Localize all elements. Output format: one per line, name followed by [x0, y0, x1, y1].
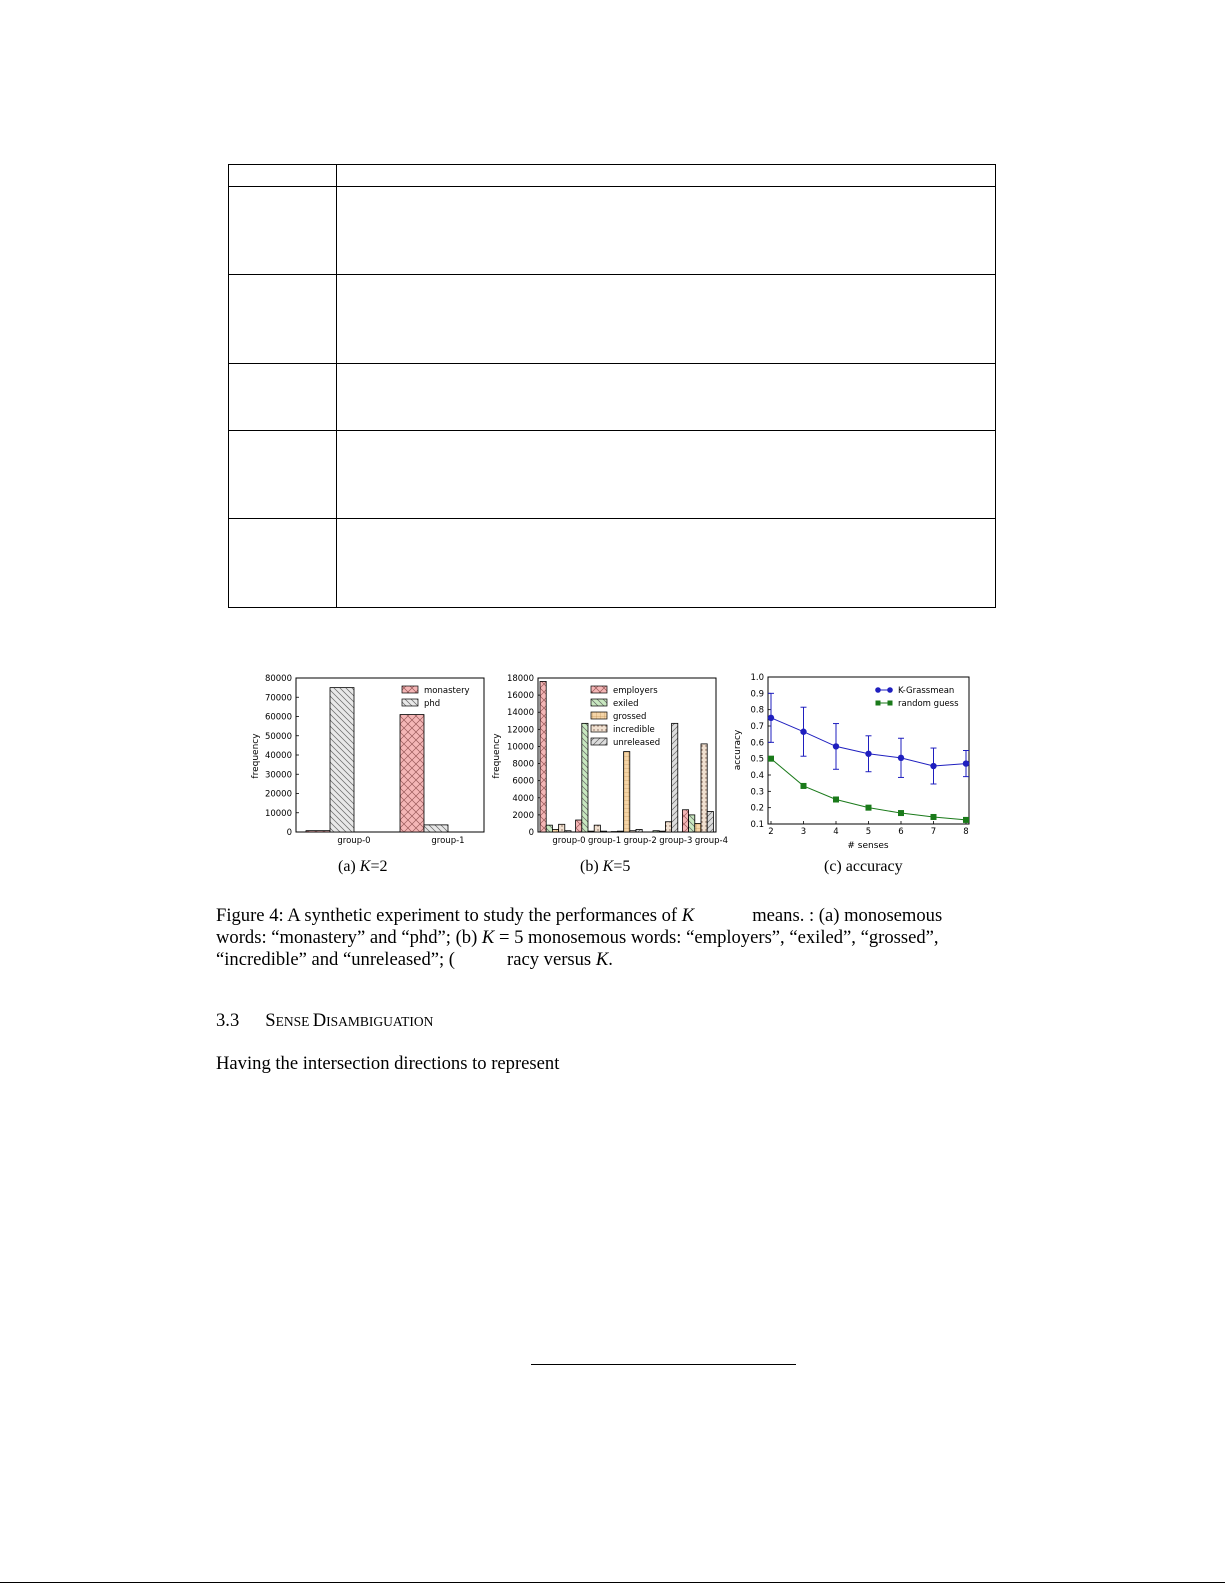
legend: [591, 686, 660, 748]
y-tick-label: 14000: [506, 708, 534, 719]
caption-line-1: Figure 4: A synthetic experiment to study the performances of K means. : (a) monosemous: [216, 905, 943, 926]
data-point: [768, 715, 774, 721]
section-number: 3.3: [216, 1010, 240, 1031]
table-border: [229, 165, 996, 608]
x-ticks: [337, 836, 464, 846]
data-point: [898, 755, 904, 761]
y-tick-label: 50000: [264, 731, 292, 742]
bar-incredible-outline: [559, 824, 565, 832]
legend-label: exiled: [613, 699, 639, 709]
y-tick-label: 80000: [264, 674, 292, 684]
y-tick-label: 0.6: [750, 738, 764, 749]
chart-panel-c: [733, 673, 969, 851]
figure-caption: [216, 905, 1006, 970]
section-heading: 3.3 SENSE DISAMBIGUATION: [216, 1010, 434, 1031]
y-tick-label: 40000: [264, 751, 292, 761]
legend-swatch-outline: [591, 712, 607, 719]
y-tick-label: 12000: [506, 725, 534, 736]
bar-phd-outline: [424, 825, 448, 832]
bar-exiled-outline: [546, 825, 552, 832]
y-axis-label: accuracy: [733, 729, 743, 771]
subcaption-c: (c) accuracy: [824, 858, 903, 875]
y-tick-label: 60000: [264, 712, 292, 723]
x-tick-label: 4: [833, 827, 839, 837]
y-tick-label: 0.3: [750, 787, 764, 798]
x-axis-label: # senses: [847, 841, 889, 851]
bar-employers-outline: [540, 681, 546, 832]
bar-incredible-outline: [594, 825, 600, 832]
data-point: [768, 756, 774, 762]
data-point: [833, 743, 839, 749]
bar-unreleased-outline: [672, 723, 678, 832]
y-ticks: [265, 674, 299, 838]
x-tick-label: group-0: [337, 836, 371, 846]
bar-unreleased-outline: [600, 831, 606, 832]
x-tick-label: group-4: [694, 836, 728, 846]
legend-label: employers: [613, 686, 658, 696]
x-tick-label: 7: [930, 827, 937, 837]
legend-swatch-outline: [591, 725, 607, 732]
y-tick-label: 30000: [264, 770, 292, 781]
bar-unreleased-outline: [636, 829, 642, 832]
legend-swatch-outline: [402, 699, 418, 706]
y-tick-label: 1.0: [750, 673, 764, 683]
x-tick-label: group-3: [659, 836, 693, 846]
legend: [875, 686, 959, 709]
footnote-rule: [531, 1364, 796, 1365]
y-tick-label: 70000: [264, 693, 292, 704]
bar-monastery-outline: [306, 831, 330, 832]
body-paragraph: Having the intersection directions to represent: [216, 1053, 560, 1074]
y-tick-label: 6000: [512, 776, 534, 787]
y-tick-label: 0: [528, 828, 534, 838]
bar-exiled-outline: [653, 831, 659, 832]
data-point: [930, 763, 936, 769]
y-tick-label: 20000: [264, 789, 292, 800]
data-point: [963, 817, 969, 823]
y-tick-label: 0.2: [750, 803, 764, 814]
legend: [402, 686, 470, 709]
x-tick-label: group-2: [623, 836, 657, 846]
caption-line-2: words: “monastery” and “phd”; (b) K = 5 monosemous words: “employers”, “exiled”, “grossed”,: [216, 926, 939, 948]
y-axis-label: frequency: [492, 733, 502, 779]
legend-marker: [887, 687, 893, 693]
chart-panel-b: [492, 674, 728, 846]
data-point: [865, 751, 871, 757]
legend-label: grossed: [613, 712, 647, 722]
legend-label: K-Grassmean: [898, 686, 955, 696]
x-ticks: [552, 836, 728, 846]
bar-grossed-outline: [624, 752, 630, 832]
bar-grossed-outline: [588, 831, 594, 832]
data-point: [898, 810, 904, 816]
legend-label: incredible: [613, 725, 655, 735]
bar-incredible-outline: [630, 831, 636, 832]
y-ticks: [507, 674, 541, 838]
legend-marker: [875, 687, 881, 693]
x-tick-label: 5: [865, 827, 872, 837]
y-tick-label: 8000: [512, 759, 534, 770]
legend-swatch-outline: [591, 738, 607, 745]
bar-exiled-outline: [617, 831, 623, 832]
bar-monastery-outline: [400, 715, 424, 832]
data-point: [931, 814, 937, 820]
legend-label: random guess: [898, 699, 959, 709]
x-ticks: [768, 821, 968, 837]
bar-incredible-outline: [701, 744, 707, 832]
x-tick-label: 2: [768, 827, 774, 837]
legend-label: unreleased: [613, 738, 661, 748]
data-point: [800, 729, 806, 735]
legend-marker: [876, 701, 881, 706]
legend-swatch-outline: [591, 699, 607, 706]
y-tick-label: 0.5: [750, 754, 764, 765]
y-tick-label: 0.1: [750, 820, 764, 830]
bar-unreleased-outline: [565, 831, 571, 832]
bar-incredible-outline: [665, 822, 671, 832]
subcaption-a: (a) K=2: [338, 858, 388, 875]
x-tick-label: group-0: [552, 836, 586, 846]
y-tick-label: 0.7: [750, 722, 764, 732]
plot-frame: [296, 678, 484, 832]
y-tick-label: 0.8: [750, 705, 764, 716]
x-tick-label: 3: [800, 827, 807, 837]
y-tick-label: 2000: [512, 810, 534, 821]
data-point: [833, 797, 839, 803]
bar-grossed-outline: [659, 831, 665, 832]
x-tick-label: 6: [898, 827, 904, 837]
chart-panel-a: [251, 674, 484, 846]
y-tick-label: 4000: [512, 793, 534, 804]
x-tick-label: 8: [963, 827, 969, 837]
y-tick-label: 0.4: [750, 771, 764, 781]
bar-exiled-outline: [689, 815, 695, 832]
legend-marker: [888, 701, 893, 706]
y-tick-label: 10000: [506, 742, 534, 753]
series: [768, 693, 969, 823]
y-tick-label: 18000: [506, 674, 534, 684]
bar-exiled-outline: [582, 723, 588, 832]
data-point: [801, 783, 807, 789]
y-axis-label: frequency: [251, 733, 261, 779]
caption-line-3: “incredible” and “unreleased”; ( racy versus K.: [216, 948, 613, 970]
bar-grossed-outline: [695, 823, 701, 832]
y-tick-label: 0.9: [750, 689, 764, 700]
bar-grossed-outline: [552, 829, 558, 832]
x-tick-label: group-1: [431, 836, 465, 846]
legend-swatch-outline: [402, 686, 418, 693]
bar-employers-outline: [576, 820, 582, 832]
data-point: [866, 805, 872, 811]
bar-employers-outline: [682, 810, 688, 832]
legend-label: monastery: [424, 686, 470, 696]
figure-4-charts: [0, 660, 1225, 860]
x-tick-label: group-1: [588, 836, 622, 846]
y-tick-label: 0: [286, 828, 292, 838]
bar-phd-outline: [330, 688, 354, 832]
legend-label: phd: [424, 699, 441, 709]
bar-unreleased-outline: [707, 811, 713, 832]
subcaption-b: (b) K=5: [580, 858, 631, 875]
page-bottom-rule: [0, 1582, 1225, 1583]
y-tick-label: 16000: [506, 691, 534, 702]
y-tick-label: 10000: [264, 808, 292, 819]
results-table: [0, 0, 1225, 620]
bars: [306, 688, 448, 832]
legend-swatch-outline: [591, 686, 607, 693]
data-point: [963, 760, 969, 766]
